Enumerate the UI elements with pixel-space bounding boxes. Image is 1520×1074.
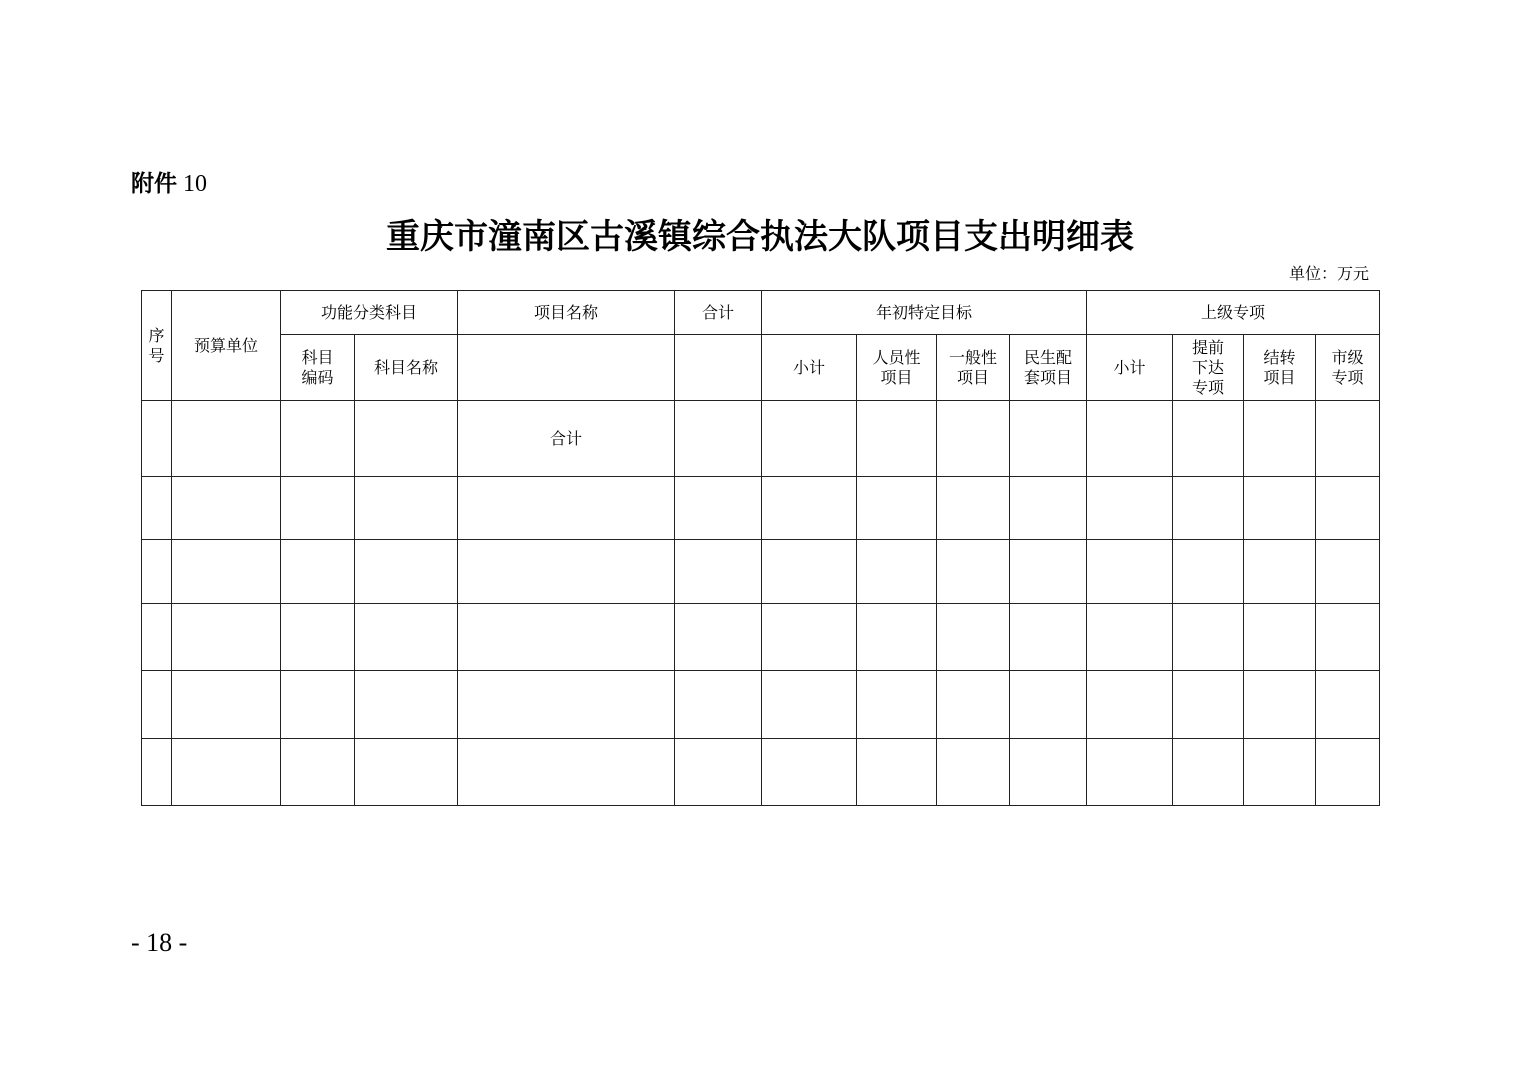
header-total-blank	[675, 335, 762, 401]
table-cell	[1087, 739, 1173, 806]
header-personnel-project: 人员性 项目	[857, 335, 937, 401]
table-cell	[937, 604, 1010, 671]
table-cell	[1316, 477, 1380, 540]
table-cell	[355, 477, 458, 540]
table-cell	[762, 540, 857, 604]
attachment-label	[131, 168, 207, 199]
header-subject-code: 科目 编码	[281, 335, 355, 401]
table-cell	[1087, 540, 1173, 604]
table-cell	[281, 739, 355, 806]
table-cell	[172, 671, 281, 739]
table-cell	[172, 477, 281, 540]
table-cell	[281, 671, 355, 739]
table-cell	[458, 540, 675, 604]
table-cell	[172, 540, 281, 604]
table-cell	[1010, 477, 1087, 540]
table-cell	[1173, 477, 1244, 540]
table-cell	[675, 477, 762, 540]
table-cell	[281, 401, 355, 477]
table-cell	[458, 477, 675, 540]
table-cell	[355, 401, 458, 477]
table-row	[142, 671, 1380, 739]
table-cell	[142, 739, 172, 806]
header-total: 合计	[675, 291, 762, 335]
table-cell	[857, 477, 937, 540]
header-row-2	[142, 335, 1380, 401]
table-cell	[762, 739, 857, 806]
table-row	[142, 540, 1380, 604]
table-cell	[937, 540, 1010, 604]
header-annual-target: 年初特定目标	[762, 291, 1087, 335]
header-project-name: 项目名称	[458, 291, 675, 335]
header-general-project: 一般性 项目	[937, 335, 1010, 401]
table-row	[142, 739, 1380, 806]
table-cell	[762, 477, 857, 540]
table-cell	[281, 540, 355, 604]
header-superior-subtotal: 小计	[1087, 335, 1173, 401]
table-row	[142, 477, 1380, 540]
table-cell	[142, 604, 172, 671]
header-function-class: 功能分类科目	[281, 291, 458, 335]
table-cell	[355, 671, 458, 739]
table-cell	[675, 401, 762, 477]
table-cell	[1244, 671, 1316, 739]
table-cell	[857, 671, 937, 739]
project-expenditure-table	[141, 290, 1380, 806]
header-carryover-project: 结转 项目	[1244, 335, 1316, 401]
table-cell	[1316, 540, 1380, 604]
header-subject-name: 科目名称	[355, 335, 458, 401]
table-cell	[1316, 401, 1380, 477]
header-annual-subtotal: 小计	[762, 335, 857, 401]
table-cell	[857, 739, 937, 806]
table-cell	[458, 739, 675, 806]
table-cell	[1087, 604, 1173, 671]
table-cell	[1087, 477, 1173, 540]
table-cell	[857, 604, 937, 671]
header-row-1	[142, 291, 1380, 335]
table-cell	[1316, 604, 1380, 671]
table-cell	[1087, 401, 1173, 477]
table-cell	[937, 401, 1010, 477]
total-row	[142, 401, 1380, 477]
table-cell	[458, 671, 675, 739]
table-cell	[1087, 671, 1173, 739]
table-cell	[1010, 540, 1087, 604]
table-cell	[1244, 739, 1316, 806]
attachment-word: 附件	[131, 171, 177, 197]
table-cell	[1173, 540, 1244, 604]
table-cell	[142, 401, 172, 477]
attachment-number: 10	[183, 171, 207, 197]
table-cell	[937, 739, 1010, 806]
table-cell	[172, 739, 281, 806]
table-cell	[1010, 604, 1087, 671]
table-cell	[675, 540, 762, 604]
header-superior-special: 上级专项	[1087, 291, 1380, 335]
table-cell	[355, 604, 458, 671]
table-cell	[675, 739, 762, 806]
table-cell	[1244, 477, 1316, 540]
table-cell	[1316, 739, 1380, 806]
table-cell	[675, 671, 762, 739]
table-cell	[142, 477, 172, 540]
total-row-label: 合计	[458, 401, 675, 477]
header-seq: 序 号	[142, 291, 172, 401]
table-cell	[355, 739, 458, 806]
table-cell	[1244, 401, 1316, 477]
table-cell	[458, 604, 675, 671]
table-cell	[762, 604, 857, 671]
table-cell	[1316, 671, 1380, 739]
table-cell	[1244, 604, 1316, 671]
table-cell	[857, 401, 937, 477]
table-cell	[675, 604, 762, 671]
header-advance-special: 提前 下达 专项	[1173, 335, 1244, 401]
header-project-name-blank	[458, 335, 675, 401]
table-cell	[1010, 401, 1087, 477]
table-row	[142, 604, 1380, 671]
table-cell	[281, 604, 355, 671]
table-cell	[1173, 604, 1244, 671]
header-budget-unit: 预算单位	[172, 291, 281, 401]
table-cell	[1244, 540, 1316, 604]
table-cell	[1173, 671, 1244, 739]
table-cell	[937, 477, 1010, 540]
table-cell	[281, 477, 355, 540]
unit-label: 单位：万元	[1288, 264, 1369, 283]
table-cell	[172, 401, 281, 477]
table-cell	[355, 540, 458, 604]
table-cell	[857, 540, 937, 604]
table-cell	[1010, 671, 1087, 739]
table-cell	[762, 671, 857, 739]
table-cell	[1173, 401, 1244, 477]
header-city-special: 市级 专项	[1316, 335, 1380, 401]
table-cell	[1010, 739, 1087, 806]
table-cell	[937, 671, 1010, 739]
table-cell	[762, 401, 857, 477]
table-cell	[172, 604, 281, 671]
table-cell	[142, 671, 172, 739]
header-livelihood-project: 民生配 套项目	[1010, 335, 1087, 401]
document-title: 重庆市潼南区古溪镇综合执法大队项目支出明细表	[386, 217, 1134, 257]
table-cell	[142, 540, 172, 604]
table-cell	[1173, 739, 1244, 806]
page-number: - 18 -	[131, 928, 188, 957]
